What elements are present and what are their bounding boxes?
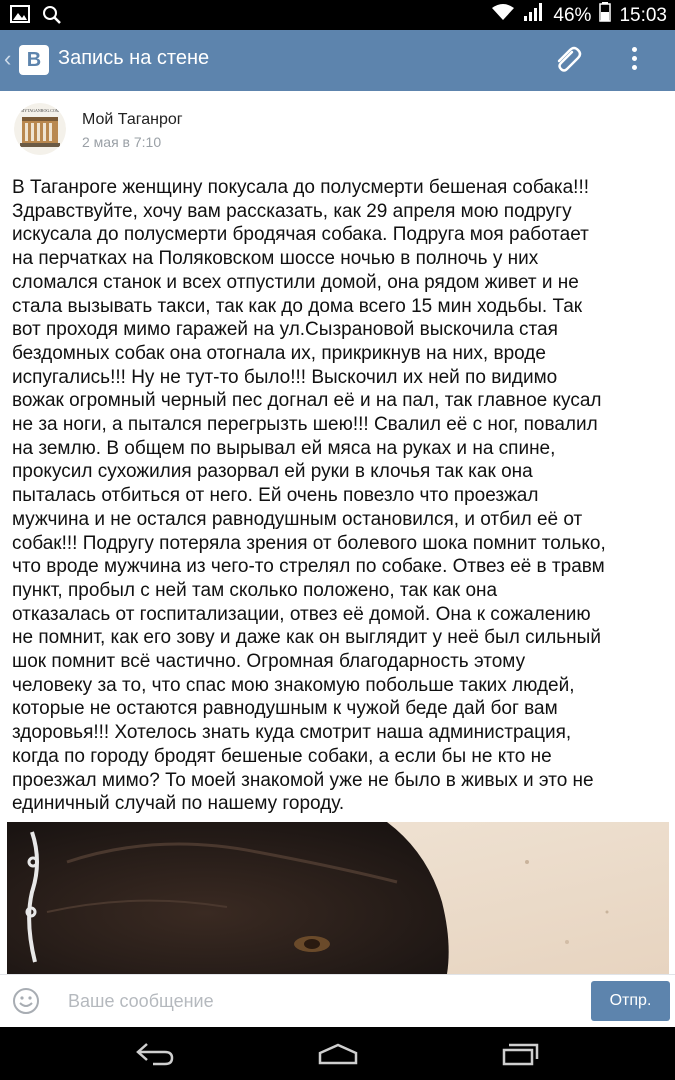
page-title: Запись на стене bbox=[58, 47, 210, 69]
avatar-caption: MYTAGANROG.COM bbox=[20, 108, 60, 113]
nav-back-icon[interactable] bbox=[135, 1041, 175, 1072]
app-bar bbox=[0, 30, 675, 91]
vk-logo[interactable]: В bbox=[19, 45, 49, 75]
more-menu-icon[interactable] bbox=[632, 47, 637, 70]
post-date: 2 мая в 7:10 bbox=[82, 134, 162, 150]
clock: 15:03 bbox=[619, 5, 667, 26]
post-photo[interactable] bbox=[7, 822, 669, 974]
smile-icon[interactable] bbox=[12, 987, 40, 1020]
navigation-bar bbox=[0, 1027, 675, 1080]
nav-recent-apps-icon[interactable] bbox=[500, 1040, 540, 1073]
signal-icon bbox=[523, 2, 545, 30]
nav-home-icon[interactable] bbox=[316, 1041, 360, 1072]
send-button[interactable]: Отпр. bbox=[591, 981, 670, 1021]
author-name[interactable]: Мой Таганрог bbox=[82, 111, 183, 128]
status-bar bbox=[0, 0, 675, 30]
search-icon bbox=[42, 5, 62, 30]
battery-percent: 46% bbox=[553, 5, 592, 26]
battery-icon bbox=[599, 2, 611, 30]
image-icon bbox=[10, 5, 30, 30]
back-chevron-icon[interactable]: ‹ bbox=[4, 46, 12, 71]
post-text: В Таганроге женщину покусала до полусмерти бешеная собака!!! Здравствуйте, хочу вам рассказать, как 29 апреля мою подругу искусала до полусмерти бродячая собака. Подруга моя работает на перчатках на Поляковском шоссе ночью в полночь у них сломался станок и всех отпустили домой, она рядом живет и не стала вызывать такси, так как до дома всего 15 мин ходьбы. Так вот проходя мимо гаражей на ул.Сызрановой выскочила стая бездомных собак она отогнала их, прикрикнув на них, вроде испугались!!! Ну не тут-то было!!! Выскочил их ней по видимо вожак огромный черный пес догнал её и на пал, так главное кусал не за ноги, а пытался перегрызть шею!!! Свалил её с ног, повалил на землю. В общем по вырывал ей мяса на руках и на спине, прокусил сухожилия разорвал ей руки в клочья так как она пыталась отбиться от него. Ей очень повезло что проезжал мужчина и не остался равнодушным остановился, и отбил её от собак!!! Подругу потеряла зрения от болевого шока помнит только, что вроде мужчина из чего-то стрелял по собаке. Отвез её в травм пункт, пробыл с ней там сколько положено, так как она отказалась от госпитализации, отвез её домой. Она к сожалению не помнит, как его зову и даже как он выглядит у неё был сильный шок помнит всё частично. Огромная благодарность этому человеку за то, что спас мою знакомую побольше таких людей, которые не остаются равнодушным к чужой беде дай бог вам здоровья!!! Хотелось знать куда смотрит наша администрация, когда по городу бродят бешеные собаки, а если бы не кто не проезжал мимо? То моей знакомой уже не было в живых и это не единичный случай по нашему городу. bbox=[12, 177, 606, 815]
paperclip-icon[interactable] bbox=[550, 43, 584, 82]
wifi-icon bbox=[491, 3, 515, 29]
avatar[interactable] bbox=[14, 103, 66, 155]
message-composer bbox=[0, 974, 675, 1027]
message-input[interactable] bbox=[68, 985, 568, 1017]
